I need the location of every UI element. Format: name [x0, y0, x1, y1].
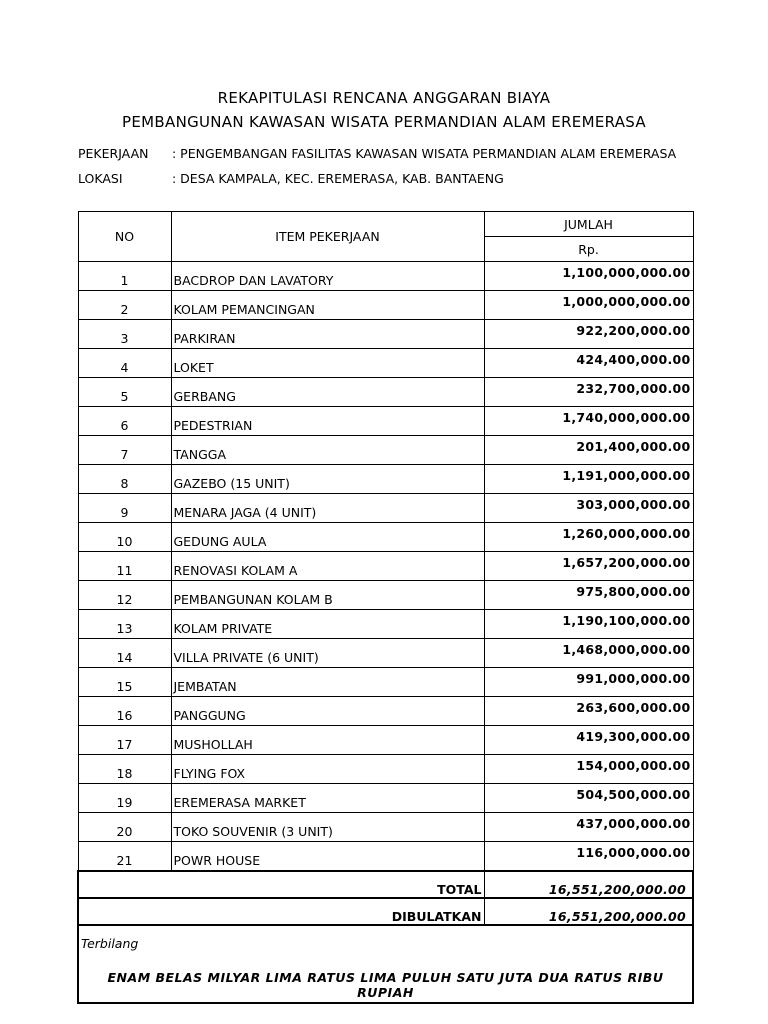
row-no: 4: [78, 349, 171, 378]
row-no: 10: [78, 523, 171, 552]
total-label: TOTAL: [78, 871, 484, 898]
row-item: KOLAM PEMANCINGAN: [171, 291, 484, 320]
row-amount: 1,468,000,000.00: [484, 639, 693, 668]
total-value: 16,551,200,000.00: [484, 871, 693, 898]
row-item: GAZEBO (15 UNIT): [171, 465, 484, 494]
row-no: 21: [78, 842, 171, 872]
row-item: EREMERASA MARKET: [171, 784, 484, 813]
row-no: 6: [78, 407, 171, 436]
table-row: [78, 784, 693, 813]
row-item: VILLA PRIVATE (6 UNIT): [171, 639, 484, 668]
row-item: FLYING FOX: [171, 755, 484, 784]
table-row: [78, 262, 693, 291]
row-item: PARKIRAN: [171, 320, 484, 349]
rounded-label: DIBULATKAN: [78, 898, 484, 925]
table-row: [78, 378, 693, 407]
row-item: LOKET: [171, 349, 484, 378]
row-no: 18: [78, 755, 171, 784]
row-amount: 1,000,000,000.00: [484, 291, 693, 320]
terbilang-label: Terbilang: [81, 936, 139, 951]
row-item: KOLAM PRIVATE: [171, 610, 484, 639]
terbilang-cell: [78, 925, 693, 1003]
row-no: 3: [78, 320, 171, 349]
row-item: PEMBANGUNAN KOLAM B: [171, 581, 484, 610]
row-no: 5: [78, 378, 171, 407]
table-row: [78, 697, 693, 726]
row-no: 7: [78, 436, 171, 465]
header-no: NO: [78, 212, 171, 262]
row-item: JEMBATAN: [171, 668, 484, 697]
row-no: 9: [78, 494, 171, 523]
header-currency: Rp.: [484, 237, 693, 262]
row-no: 2: [78, 291, 171, 320]
document-subtitle: PEMBANGUNAN KAWASAN WISATA PERMANDIAN ALAM EREMERASA: [122, 113, 646, 131]
row-amount: 922,200,000.00: [484, 320, 693, 349]
row-amount: 424,400,000.00: [484, 349, 693, 378]
header-jumlah: JUMLAH: [484, 212, 693, 237]
row-amount: 154,000,000.00: [484, 755, 693, 784]
row-amount: 201,400,000.00: [484, 436, 693, 465]
row-item: BACDROP DAN LAVATORY: [171, 262, 484, 291]
pekerjaan-value: : PENGEMBANGAN FASILITAS KAWASAN WISATA PERMANDIAN ALAM EREMERASA: [172, 146, 677, 161]
row-no: 8: [78, 465, 171, 494]
table-row: [78, 349, 693, 378]
row-no: 15: [78, 668, 171, 697]
table-row: [78, 436, 693, 465]
pekerjaan-line: [78, 146, 676, 161]
total-row: [78, 871, 693, 898]
row-amount: 1,740,000,000.00: [484, 407, 693, 436]
table-header-row: [78, 212, 693, 237]
row-amount: 975,800,000.00: [484, 581, 693, 610]
table-row: [78, 610, 693, 639]
pekerjaan-label: PEKERJAAN: [78, 146, 149, 161]
row-amount: 263,600,000.00: [484, 697, 693, 726]
row-item: TANGGA: [171, 436, 484, 465]
table-row: [78, 813, 693, 842]
table-row: [78, 639, 693, 668]
table-row: [78, 668, 693, 697]
row-item: GERBANG: [171, 378, 484, 407]
document-title: REKAPITULASI RENCANA ANGGARAN BIAYA: [217, 89, 551, 107]
table-row: [78, 465, 693, 494]
row-item: TOKO SOUVENIR (3 UNIT): [171, 813, 484, 842]
row-amount: 1,191,000,000.00: [484, 465, 693, 494]
table-row: [78, 552, 693, 581]
table-row: [78, 523, 693, 552]
row-item: RENOVASI KOLAM A: [171, 552, 484, 581]
row-item: PANGGUNG: [171, 697, 484, 726]
row-amount: 991,000,000.00: [484, 668, 693, 697]
row-amount: 504,500,000.00: [484, 784, 693, 813]
row-item: POWR HOUSE: [171, 842, 484, 872]
row-item: MUSHOLLAH: [171, 726, 484, 755]
row-amount: 232,700,000.00: [484, 378, 693, 407]
table-row: [78, 320, 693, 349]
row-item: PEDESTRIAN: [171, 407, 484, 436]
row-no: 12: [78, 581, 171, 610]
row-no: 19: [78, 784, 171, 813]
row-amount: 437,000,000.00: [484, 813, 693, 842]
row-amount: 1,260,000,000.00: [484, 523, 693, 552]
row-amount: 419,300,000.00: [484, 726, 693, 755]
table-row: [78, 291, 693, 320]
row-amount: 1,190,100,000.00: [484, 610, 693, 639]
lokasi-line: [78, 171, 504, 186]
table-row: [78, 581, 693, 610]
row-no: 20: [78, 813, 171, 842]
rounded-value: 16,551,200,000.00: [484, 898, 693, 925]
terbilang-words: ENAM BELAS MILYAR LIMA RATUS LIMA PULUH SATU JUTA DUA RATUS RIBU RUPIAH: [107, 970, 664, 1000]
row-amount: 116,000,000.00: [484, 842, 693, 872]
row-no: 17: [78, 726, 171, 755]
row-item: GEDUNG AULA: [171, 523, 484, 552]
row-no: 16: [78, 697, 171, 726]
row-no: 11: [78, 552, 171, 581]
row-amount: 1,657,200,000.00: [484, 552, 693, 581]
lokasi-value: : DESA KAMPALA, KEC. EREMERASA, KAB. BANTAENG: [172, 171, 504, 186]
row-amount: 303,000,000.00: [484, 494, 693, 523]
row-no: 1: [78, 262, 171, 291]
header-item: ITEM PEKERJAAN: [171, 212, 484, 262]
table-row: [78, 726, 693, 755]
table-row: [78, 842, 693, 872]
rounded-row: [78, 898, 693, 925]
terbilang-row: [78, 925, 693, 1003]
row-no: 14: [78, 639, 171, 668]
row-amount: 1,100,000,000.00: [484, 262, 693, 291]
lokasi-label: LOKASI: [78, 171, 123, 186]
row-item: MENARA JAGA (4 UNIT): [171, 494, 484, 523]
table-row: [78, 755, 693, 784]
row-no: 13: [78, 610, 171, 639]
table-row: [78, 494, 693, 523]
table-row: [78, 407, 693, 436]
budget-table: [77, 211, 694, 1004]
